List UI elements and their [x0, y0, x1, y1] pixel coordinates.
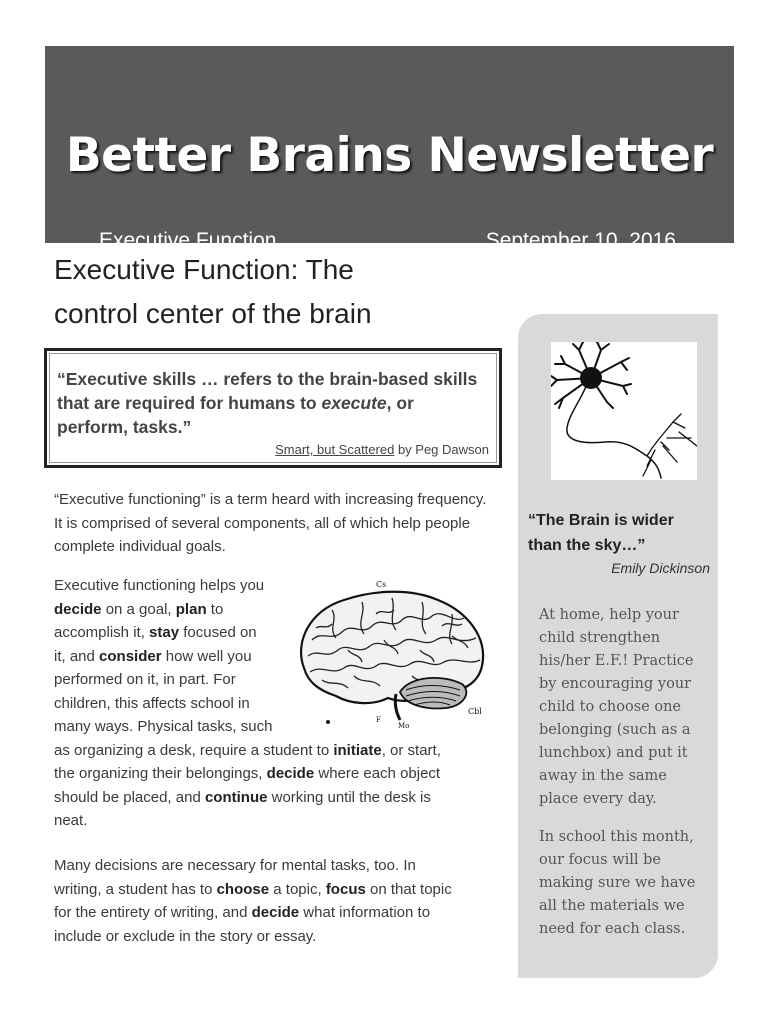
p2-line: children, this affects school in [54, 694, 250, 712]
p2-text: should be placed, and [54, 788, 205, 806]
p2-bold: stay [149, 624, 180, 641]
p2-text: to [206, 600, 224, 618]
article-title [54, 248, 372, 336]
p2-text: it, and [54, 647, 100, 665]
p2-text: where each object [314, 765, 441, 782]
p3-line: Many decisions are necessary for mental tasks, too. In [54, 857, 416, 874]
pull-quote-emphasis: execute [321, 393, 387, 413]
sidebar-quote-author: Emily Dickinson [611, 560, 710, 576]
p3-bold: decide [251, 904, 300, 921]
brain-label-cbl: Cbl [468, 707, 482, 716]
citation-author: by Peg Dawson [394, 442, 489, 457]
brain-illustration [292, 580, 488, 728]
p2-line: many ways. Physical tasks, such [54, 718, 273, 735]
p3-line [54, 878, 494, 902]
p2-bold: continue [204, 788, 268, 806]
p2-text: on a goal, [101, 600, 176, 618]
p2-bold: plan [175, 600, 207, 618]
p2-line: neat. [54, 812, 88, 829]
pull-quote-line3: perform, tasks.” [57, 417, 192, 437]
paragraph-mental-tasks [54, 854, 494, 948]
paragraph-intro: “Executive functioning” is a term heard with increasing frequency. It is comprised of several components, all of which help people complete individual goals. [54, 491, 487, 555]
p3-text: a topic, [269, 880, 326, 898]
p2-text: as organizing a desk, require a student to [54, 741, 334, 759]
p2-text: how well you [161, 647, 252, 665]
p3-bold: focus [325, 880, 366, 898]
brain-label-mo: Mo [398, 722, 410, 728]
p2-text: , or start, [381, 741, 441, 759]
pull-quote-line2 [57, 391, 477, 415]
p3-line: include or exclude in the story or essay. [54, 927, 317, 945]
sidebar-school-focus: In school this month, our focus will be making sure we have all the materials we need for each class. [539, 829, 696, 937]
p2-line [54, 786, 484, 810]
neuron-illustration [551, 342, 697, 480]
p2-line [54, 739, 484, 763]
article-title-line2: control center of the brain [54, 298, 372, 329]
article-title-line1: Executive Function: The [54, 254, 354, 285]
neuron-icon [551, 342, 697, 480]
newsletter-title: Better Brains Newsletter [65, 128, 714, 183]
brain-label-f: F [376, 716, 381, 724]
p2-bold: decide [266, 765, 315, 782]
sidebar-home-tip: At home, help your child strengthen his/her E.F.! Practice by encouraging your child to choose one belonging (such as a lunchbox) and put it away in the same place every day. [539, 607, 694, 807]
pull-quote-citation [275, 442, 489, 457]
issue-date: September 10, 2016 [485, 229, 676, 252]
p2-bold: consider [99, 647, 162, 665]
p3-text: on that topic [365, 880, 452, 898]
pull-quote-text [57, 367, 477, 439]
p2-bold: initiate [333, 741, 382, 759]
p3-text: what information to [299, 904, 431, 921]
sidebar-quote: “The Brain is wider than the sky…” [528, 512, 674, 554]
citation-book-title: Smart, but Scattered [275, 442, 395, 457]
p2-text: the organizing their belongings, [54, 765, 267, 782]
p2-bold: decide [54, 600, 102, 618]
p3-line [54, 901, 494, 925]
pull-quote-line2-start: that are required for humans to [57, 393, 322, 413]
p3-bold: choose [216, 880, 270, 898]
pull-quote-line2-end: , or [386, 393, 414, 413]
p2-text: accomplish it, [54, 624, 150, 641]
p2-text: working until the desk is [267, 788, 431, 806]
newsletter-banner [45, 46, 734, 252]
p2-text: focused on [179, 624, 257, 641]
p2-line [54, 762, 484, 786]
pull-quote-line1: “Executive skills … refers to the brain-based skills [57, 369, 478, 389]
p3-text: for the entirety of writing, and [54, 904, 252, 921]
brain-label-cs: Cs [376, 580, 387, 589]
p2-line: performed on it, in part. For [54, 671, 236, 688]
pull-quote-box [44, 348, 502, 468]
issue-topic: Executive Function [99, 229, 277, 252]
p3-text: writing, a student has to [54, 880, 217, 898]
p2-line: Executive functioning helps you [54, 577, 265, 594]
